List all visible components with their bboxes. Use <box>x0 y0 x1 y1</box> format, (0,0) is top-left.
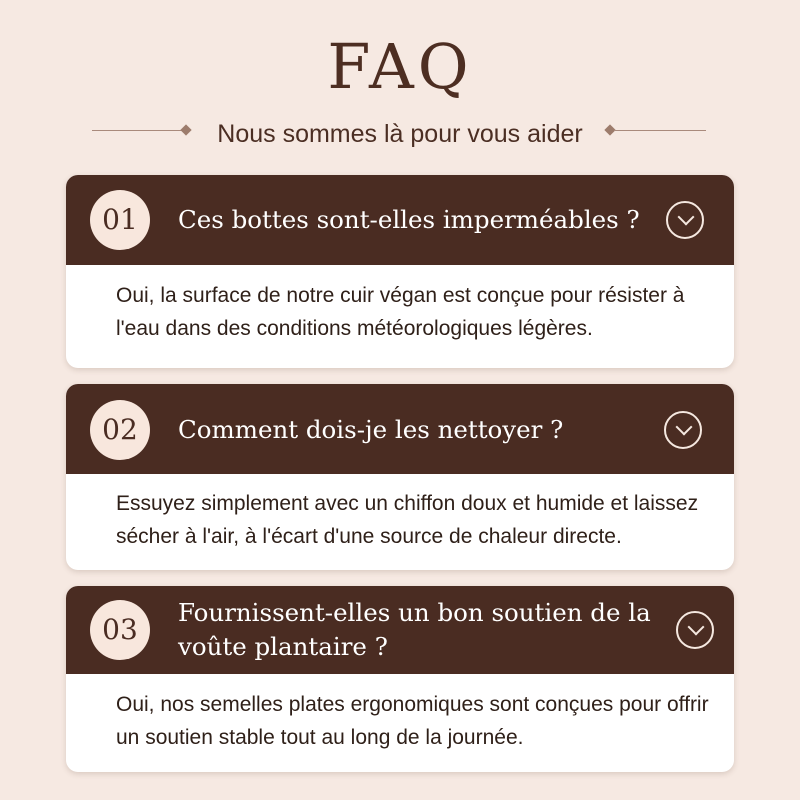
faq-number-badge: 02 <box>90 400 150 460</box>
faq-question-header[interactable] <box>66 586 734 674</box>
page-subtitle: Nous sommes là pour vous aider <box>217 120 583 148</box>
faq-answer-panel <box>66 674 734 772</box>
page-title: FAQ <box>327 30 473 103</box>
divider-line-right <box>614 130 706 131</box>
subtitle-row <box>0 116 800 152</box>
faq-answer: Oui, nos semelles plates ergonomiques sont conçues pour offrir un soutien stable tout au long de la journée. <box>116 693 709 749</box>
faq-answer: Essuyez simplement avec un chiffon doux et humide et laissez sécher à l'air, à l'écart d'une source de chaleur directe. <box>116 492 699 548</box>
faq-question: Ces bottes sont-elles imperméables ? <box>178 205 640 234</box>
faq-answer-panel <box>66 265 734 368</box>
chevron-down-icon[interactable] <box>666 201 704 239</box>
chevron-down-icon[interactable] <box>676 611 714 649</box>
faq-item-03 <box>66 586 734 772</box>
faq-question-header[interactable] <box>66 175 734 265</box>
faq-number-badge: 03 <box>90 600 150 660</box>
faq-question: Comment dois-je les nettoyer ? <box>178 415 564 444</box>
faq-number-badge: 01 <box>90 190 150 250</box>
chevron-down-icon[interactable] <box>664 411 702 449</box>
faq-answer: Oui, la surface de notre cuir végan est conçue pour résister à l'eau dans des conditions météorologiques légères. <box>116 284 685 340</box>
faq-answer-panel <box>66 474 734 570</box>
faq-question: Fournissent-elles un bon soutien de la voûte plantaire ? <box>178 598 651 661</box>
divider-line-left <box>92 130 184 131</box>
faq-question-header[interactable] <box>66 384 734 474</box>
faq-item-01 <box>66 175 734 368</box>
diamond-icon <box>180 124 191 135</box>
faq-item-02 <box>66 384 734 570</box>
